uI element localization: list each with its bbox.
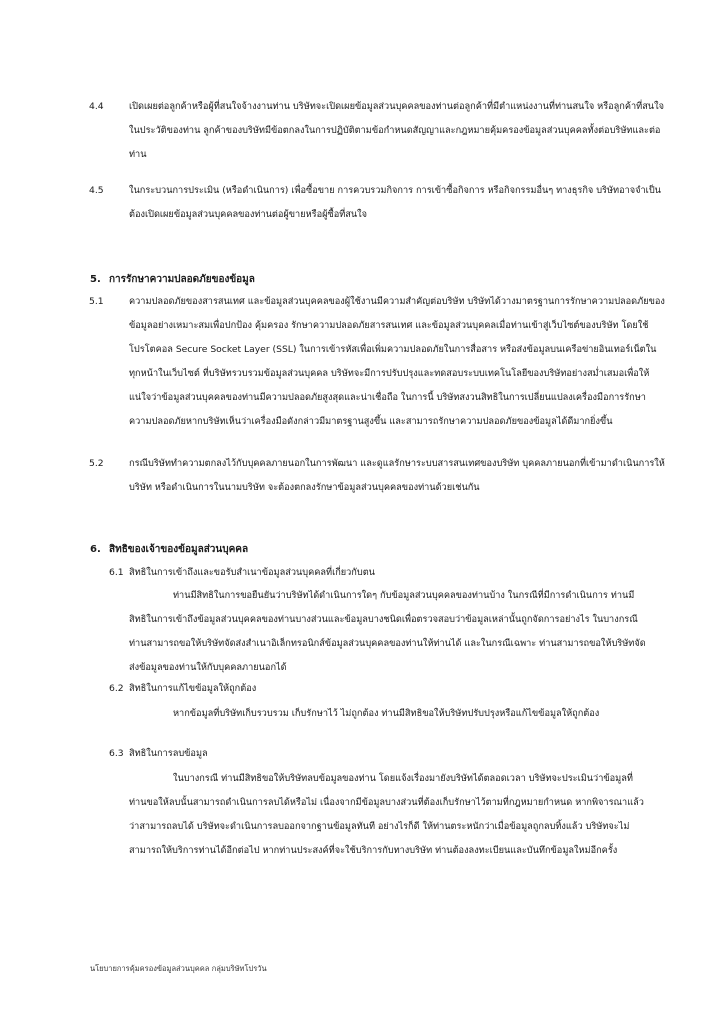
clause-text: ความปลอดภัยของสารสนเทศ และข้อมูลส่วนบุคคลของผู้ใช้งานมีความสำคัญต่อบริษัท บริษัทได้วางมาตรฐานการรักษาความปลอดภัยของข้อมูลอย่างเหมาะสมเพื่อปกป้อง คุ้มครอง รักษาความปลอดภัยสารสนเทศ และข้อมูลส่วนบุคคลเมื่อท่านเข้าสู่เว็บไซต์ของบริษัท โดยใช้โปรโตคอล Secure Socket Layer (SSL) ในการเข้ารหัสเพื่อเพิ่มความปลอดภัยในการสื่อสาร หรือส่งข้อมูลบนเครือข่ายอินเทอร์เน็ตในทุกหน้าในเว็บไซต์ ที่บริษัทรวบรวมข้อมูลส่วนบุคคล บริษัทจะมีการปรับปรุงและทดสอบระบบเทคโนโลยีของบริษัทอย่างสม่ำเสมอเพื่อให้แน่ใจว่าข้อมูลส่วนบุคคลของท่านมีความปลอดภัยสูงสุดและน่าเชื่อถือ ในการนี้ บริษัทสงวนสิทธิในการเปลี่ยนแปลงเครื่องมือการรักษาความปลอดภัยหากบริษัทเห็นว่าเครื่องมือดังกล่าวมีมาตรฐานสูงขึ้น และสามารถรักษาความปลอดภัยของข้อมูลได้ดีมากยิ่งขึ้น bbox=[129, 296, 665, 427]
clause-title: สิทธิในการแก้ไขข้อมูลให้ถูกต้อง bbox=[129, 683, 257, 694]
section-heading-5 bbox=[90, 270, 255, 290]
clause-4-5 bbox=[89, 179, 667, 227]
clause-6-2-title bbox=[109, 679, 256, 699]
clause-number: 4.4 bbox=[89, 101, 104, 112]
clause-6-3-title bbox=[109, 744, 208, 764]
clause-text: เปิดเผยต่อลูกค้าหรือผู้ที่สนใจจ้างงานท่าน บริษัทจะเปิดเผยข้อมูลส่วนบุคคลของท่านต่อลูกค้าที่มีตำแหน่งงานที่ท่านสนใจ หรือลูกค้าที่สนใจในประวัติของท่าน ลูกค้าของบริษัทมีข้อตกลงในการปฏิบัติตามข้อกำหนดสัญญาและกฎหมายคุ้มครองข้อมูลส่วนบุคคลทั้งต่อบริษัทและต่อท่าน bbox=[129, 101, 664, 160]
section-number: 6. bbox=[90, 544, 101, 555]
clause-number: 5.1 bbox=[89, 296, 104, 307]
clause-6-1-body: ท่านมีสิทธิในการขอยืนยันว่าบริษัทได้ดำเนินการใดๆ กับข้อมูลส่วนบุคคลของท่านบ้าง ในกรณีที่มีการดำเนินการ ท่านมีสิทธิในการเข้าถึงข้อมูลส่วนบุคคลของท่านบางส่วนและข้อมูลบางชนิดเพื่อตรวจสอบว่าข้อมูลเหล่านั้นถูกจัดการอย่างไร ในบางกรณี ท่านสามารถขอให้บริษัทจัดส่งสำเนาอิเล็กทรอนิกส์ข้อมูลส่วนบุคคลของท่านให้ท่านได้ และในกรณีเฉพาะ ท่านสามารถขอให้บริษัทจัดส่งข้อมูลของท่านให้กับบุคคลภายนอกได้ bbox=[129, 590, 646, 673]
clause-5-2 bbox=[89, 452, 667, 500]
page-footer: นโยบายการคุ้มครองข้อมูลส่วนบุคคล กลุ่มบริษัทโปรวัน bbox=[90, 964, 267, 973]
clause-6-3-body: ในบางกรณี ท่านมีสิทธิขอให้บริษัทลบข้อมูลของท่าน โดยแจ้งเรื่องมายังบริษัทได้ตลอดเวลา บริษัทจะประเมินว่าข้อมูลที่ท่านขอให้ลบนั้นสามารถดำเนินการลบได้หรือไม่ เนื่องจากมีข้อมูลบางส่วนที่ต้องเก็บรักษาไว้ตามที่กฎหมายกำหนด หากพิจารณาแล้วว่าสามารถลบได้ บริษัทจะดำเนินการลบออกจากฐานข้อมูลทันที อย่างไรก็ดี ให้ท่านตระหนักว่าเมื่อข้อมูลถูกลบทิ้งแล้ว บริษัทจะไม่สามารถให้บริการท่านได้อีกต่อไป หากท่านประสงค์ที่จะใช้บริการกับทางบริษัท ท่านต้องลงทะเบียนและบันทึกข้อมูลใหม่อีกครั้ง bbox=[129, 773, 644, 856]
clause-title: สิทธิในการเข้าถึงและขอรับสำเนาข้อมูลส่วนบุคคลที่เกี่ยวกับตน bbox=[129, 567, 375, 578]
clause-number: 6.3 bbox=[109, 748, 124, 759]
section-number: 5. bbox=[90, 274, 101, 285]
clause-6-2-body: หากข้อมูลที่บริษัทเก็บรวบรวม เก็บรักษาไว้ ไม่ถูกต้อง ท่านมีสิทธิขอให้บริษัทปรับปรุงหรือแก้ไขข้อมูลให้ถูกต้อง bbox=[173, 708, 600, 719]
clause-number: 5.2 bbox=[89, 458, 104, 469]
clause-text: ในกระบวนการประเมิน (หรือดำเนินการ) เพื่อซื้อขาย การควบรวมกิจการ การเข้าซื้อกิจการ หรือกิจกรรมอื่นๆ ทางธุรกิจ บริษัทอาจจำเป็นต้องเปิดเผยข้อมูลส่วนบุคคลของท่านต่อผู้ขายหรือผู้ซื้อที่สนใจ bbox=[129, 185, 661, 220]
clause-number: 6.2 bbox=[109, 683, 124, 694]
clause-number: 4.5 bbox=[89, 185, 104, 196]
section-title: การรักษาความปลอดภัยของข้อมูล bbox=[109, 274, 255, 285]
clause-4-4 bbox=[89, 95, 667, 167]
clause-number: 6.1 bbox=[109, 567, 124, 578]
clause-6-1-title bbox=[109, 563, 375, 583]
clause-title: สิทธิในการลบข้อมูล bbox=[129, 748, 208, 759]
section-heading-6 bbox=[90, 540, 248, 560]
clause-5-1 bbox=[89, 290, 667, 434]
clause-text: กรณีบริษัททำความตกลงไว้กับบุคคลภายนอกในการพัฒนา และดูแลรักษาระบบสารสนเทศของบริษัท บุคคลภายนอกที่เข้ามาดำเนินการให้บริษัท หรือดำเนินการในนามบริษัท จะต้องตกลงรักษาข้อมูลส่วนบุคคลของท่านด้วยเช่นกัน bbox=[129, 458, 665, 493]
section-title: สิทธิของเจ้าของข้อมูลส่วนบุคคล bbox=[109, 544, 249, 555]
